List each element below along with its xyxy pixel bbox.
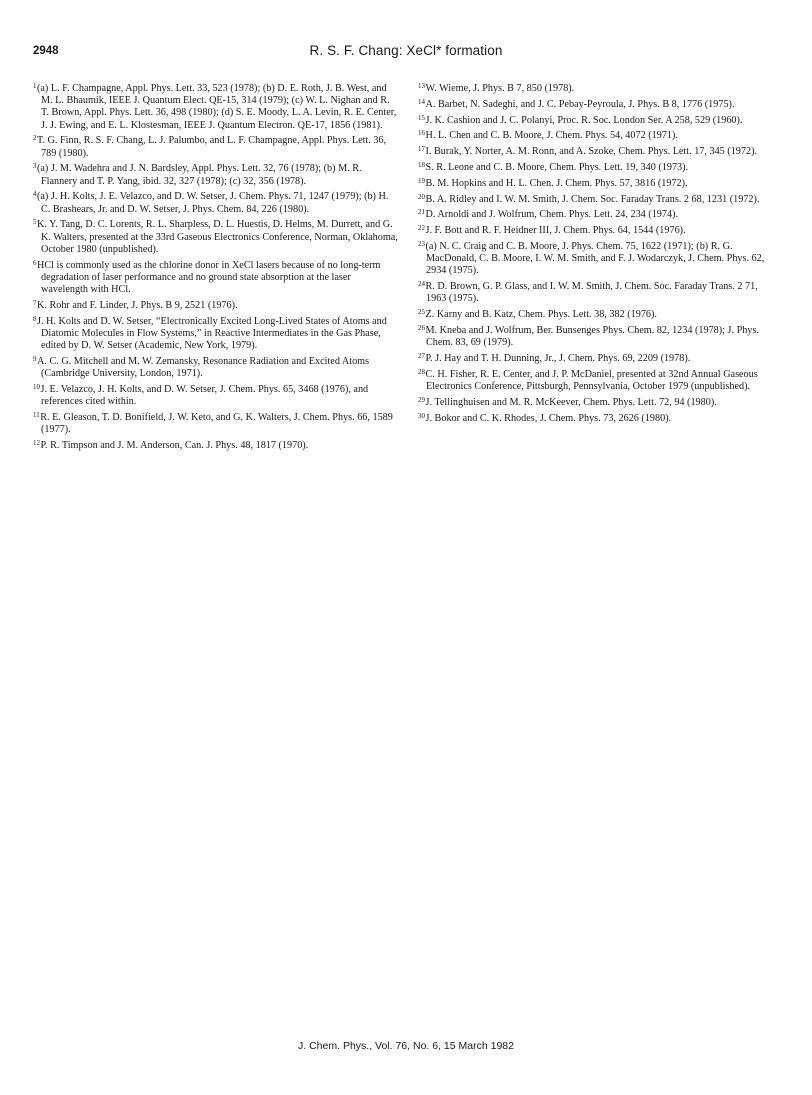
reference-text: P. J. Hay and T. H. Dunning, Jr., J. Chem. Phys. 69, 2209 (1978). — [425, 352, 691, 364]
reference-item — [33, 313, 399, 353]
reference-text: B. A. Ridley and I. W. M. Smith, J. Chem. Soc. Faraday Trans. 2 68, 1231 (1972). — [425, 193, 760, 205]
reference-item — [33, 257, 399, 297]
reference-text: J. Bokor and C. K. Rhodes, J. Chem. Phys. 73, 2626 (1980). — [425, 412, 672, 424]
reference-text: K. Y. Tang, D. C. Lorents, R. L. Sharpless, D. L. Huestis, D. Helms, M. Durrett, and G. K. Walters, presented at the 33rd Gaseous Electronics Conference, Norman, Oklahoma, October 1980 (unpublished). — [37, 219, 398, 255]
reference-item — [418, 127, 778, 142]
reference-item — [33, 188, 399, 215]
reference-number: 12 — [33, 438, 40, 447]
reference-item — [418, 366, 778, 393]
reference-item — [418, 143, 778, 158]
reference-item — [418, 80, 778, 95]
reference-text: A. Barbet, N. Sadeghi, and J. C. Pebay-Peyroula, J. Phys. B 8, 1776 (1975). — [425, 98, 735, 110]
reference-item — [418, 112, 778, 127]
reference-item — [418, 222, 778, 237]
reference-text: D. Arnoldi and J. Wolfrum, Chem. Phys. Lett. 24, 234 (1974). — [425, 209, 679, 221]
reference-number: 11 — [33, 410, 40, 419]
reference-number: 21 — [418, 208, 425, 217]
reference-text: J. Tellinghuisen and M. R. McKeever, Chem. Phys. Lett. 72, 94 (1980). — [425, 396, 717, 408]
reference-number: 17 — [418, 145, 425, 154]
reference-number: 29 — [418, 395, 425, 404]
reference-item — [33, 381, 399, 408]
reference-number: 6 — [33, 258, 37, 267]
reference-text: P. R. Timpson and J. M. Anderson, Can. J. Phys. 48, 1817 (1970). — [40, 439, 309, 451]
reference-number: 3 — [33, 162, 37, 171]
reference-item — [418, 350, 778, 365]
references-right-column — [418, 80, 778, 425]
reference-item — [418, 191, 778, 206]
reference-text: HCl is commonly used as the chlorine donor in XeCl lasers because of no long-term degradation of laser performance and no ground state absorption at the laser wavelength with HCl. — [37, 259, 381, 296]
reference-text: M. Kneba and J. Wolfrum, Ber. Bunsenges Phys. Chem. 82, 1234 (1978); J. Phys. Chem. 83, 69 (1979). — [425, 324, 759, 349]
reference-text: I. Burak, Y. Norter, A. M. Ronn, and A. Szoke, Chem. Phys. Lett. 17, 345 (1972). — [425, 146, 758, 158]
reference-item — [418, 278, 778, 305]
reference-number: 26 — [418, 323, 425, 332]
reference-text: R. E. Gleason, T. D. Bonifield, J. W. Keto, and G. K. Walters, J. Chem. Phys. 66, 1589 (1977). — [40, 411, 393, 436]
reference-text: (a) L. F. Champagne, Appl. Phys. Lett. 33, 523 (1978); (b) D. E. Roth, J. B. West, and M. L. Bhaumik, IEEE J. Quantum Elect. QE-15, 314 (1979); (c) W. L. Nighan and R. T. Brown, Appl. Phys. Lett. 36, 498 (1980); (d) S. E. Moody, L. A. Levin, R. E. Center, J. J. Ewing, and E. L. Klostesman, IEEE J. Quantum Electron. QE-17, 1856 (1981). — [37, 83, 397, 131]
reference-item — [33, 160, 399, 187]
reference-text: W. Wieme, J. Phys. B 7, 850 (1978). — [425, 83, 575, 94]
reference-number: 22 — [418, 224, 425, 233]
reference-item — [418, 322, 778, 349]
reference-number: 30 — [418, 411, 425, 420]
reference-number: 13 — [418, 82, 425, 90]
reference-item — [418, 175, 778, 190]
reference-number: 28 — [418, 367, 425, 376]
reference-text: J. K. Cashion and J. C. Polanyi, Proc. R. Soc. London Ser. A 258, 529 (1960). — [425, 114, 743, 126]
reference-number: 14 — [418, 97, 425, 106]
reference-number: 5 — [33, 218, 37, 227]
reference-text: J. E. Velazco, J. H. Kolts, and D. W. Setser, J. Chem. Phys. 65, 3468 (1976), and references cited within. — [40, 383, 369, 408]
reference-number: 27 — [418, 351, 425, 360]
reference-item — [418, 238, 778, 278]
reference-number: 7 — [33, 298, 37, 307]
reference-number: 16 — [418, 129, 425, 138]
reference-number: 9 — [33, 354, 37, 363]
reference-text: (a) J. H. Kolts, J. E. Velazco, and D. W. Setser, J. Chem. Phys. 71, 1247 (1979); (b) H. C. Brashears, Jr. and D. W. Setser, J. Phys. Chem. 84, 226 (1980). — [37, 191, 389, 215]
reference-text: R. D. Brown, G. P. Glass, and I. W. M. Smith, J. Chem. Soc. Faraday Trans. 2 71, 1963 (1975). — [425, 281, 758, 305]
reference-number: 18 — [418, 160, 425, 169]
journal-footer: J. Chem. Phys., Vol. 76, No. 6, 15 March 1982 — [298, 1040, 514, 1052]
reference-text: Z. Karny and B. Katz, Chem. Phys. Lett. 38, 382 (1976). — [425, 309, 657, 321]
reference-item — [418, 306, 778, 321]
reference-item — [418, 394, 778, 409]
page-header — [0, 45, 812, 63]
reference-text: C. H. Fisher, R. E. Center, and J. P. McDaniel, presented at 32nd Annual Gaseous Electronics Conference, Pittsburgh, Pennsylvania, October 1979 (unpublished). — [425, 368, 758, 392]
reference-item — [418, 206, 778, 221]
reference-number: 8 — [33, 314, 37, 323]
reference-number: 1 — [33, 82, 37, 90]
reference-number: 10 — [33, 382, 40, 391]
reference-text: J. F. Bott and R. F. Heidner III, J. Chem. Phys. 64, 1544 (1976). — [425, 225, 686, 237]
page-number: 2948 — [33, 45, 59, 57]
reference-number: 23 — [418, 239, 425, 248]
reference-text: B. M. Hopkins and H. L. Chen. J. Chem. Phys. 57, 3816 (1972). — [425, 177, 688, 189]
reference-text: S. R. Leone and C. B. Moore, Chem. Phys. Lett. 19, 340 (1973). — [425, 161, 689, 173]
reference-item — [33, 437, 399, 452]
reference-text: T. G. Finn, R. S. F. Chang, L. J. Palumbo, and L. F. Champagne, Appl. Phys. Lett. 36, 789 (1980). — [37, 135, 387, 159]
reference-number: 4 — [33, 190, 37, 199]
reference-text: A. C. G. Mitchell and M. W. Zemansky, Resonance Radiation and Excited Atoms (Cambridge University, London, 1971). — [37, 355, 370, 380]
reference-item — [418, 410, 778, 425]
running-title: R. S. F. Chang: XeCl* formation — [309, 43, 503, 58]
reference-item — [33, 353, 399, 380]
reference-item — [418, 159, 778, 174]
reference-number: 20 — [418, 192, 425, 201]
reference-text: H. L. Chen and C. B. Moore, J. Chem. Phys. 54, 4072 (1971). — [425, 130, 678, 142]
reference-item — [33, 409, 399, 436]
references-left-column — [33, 80, 399, 453]
reference-number: 2 — [33, 134, 37, 143]
reference-number: 19 — [418, 176, 425, 185]
reference-item — [33, 216, 399, 256]
reference-number: 24 — [418, 280, 425, 289]
reference-item — [33, 132, 399, 159]
reference-item — [33, 80, 399, 132]
reference-item — [418, 96, 778, 111]
reference-number: 25 — [418, 308, 425, 317]
reference-text: (a) J. M. Wadehra and J. N. Bardsley, Appl. Phys. Lett. 32, 76 (1978); (b) M. R. Flannery and T. P. Yang, ibid. 32, 327 (1978); (c) 32, 356 (1978). — [37, 163, 362, 187]
reference-item — [33, 297, 399, 312]
reference-number: 15 — [418, 113, 425, 122]
reference-text: K. Rohr and F. Linder, J. Phys. B 9, 2521 (1976). — [37, 299, 238, 311]
reference-text: (a) N. C. Craig and C. B. Moore, J. Phys. Chem. 75, 1622 (1971); (b) R. G. MacDonald, C. B. Moore, I. W. M. Smith, and F. J. Wodarczyk, J. Chem. Phys. 62, 2934 (1975). — [425, 240, 765, 277]
reference-text: J. H. Kolts and D. W. Setser, “Electronically Excited Long-Lived States of Atoms and Diatomic Molecules in Flow Systems,” in Reactive Intermediates in the Gas Phase, edited by D. W. Setser (Academic, New York, 1979). — [37, 315, 387, 352]
